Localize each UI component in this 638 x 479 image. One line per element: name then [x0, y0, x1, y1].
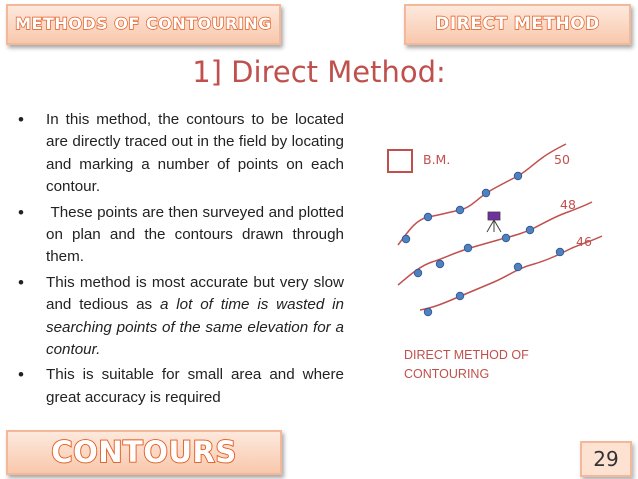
- contour-line-46: [420, 236, 602, 310]
- survey-point: [414, 269, 422, 277]
- slide-title: 1] Direct Method:: [192, 55, 446, 89]
- page-number: 29: [580, 441, 632, 477]
- survey-point: [482, 189, 490, 197]
- bullet-item: [14, 364, 344, 409]
- survey-point: [514, 263, 522, 271]
- survey-point: [502, 234, 510, 242]
- footer-label: CONTOURS: [51, 435, 237, 469]
- survey-point: [402, 235, 410, 243]
- bm-marker: [388, 150, 412, 172]
- survey-point: [456, 206, 464, 214]
- contour-label-46: 46: [576, 234, 592, 249]
- contour-diagram: [380, 140, 630, 340]
- bullet-item: [14, 272, 344, 362]
- bullet-list: [14, 109, 349, 412]
- bullet-text-italic: a lot of time is wasted in searching points of the same elevation for a contour.: [46, 296, 344, 359]
- bullet-text: In this method, the contours to be located are directly traced out in the field by locating and marking a number of points on each contour.: [46, 111, 344, 196]
- bullet-text: These points are then surveyed and plotted on plan and the contours drawn through them.: [46, 203, 349, 266]
- level-instrument-icon: [487, 212, 501, 232]
- survey-point: [436, 260, 444, 268]
- survey-point: [464, 244, 472, 252]
- diagram-caption-line: DIRECT METHOD OF: [404, 348, 529, 362]
- header-tab-right: [404, 4, 631, 45]
- survey-point: [556, 248, 564, 256]
- contour-label-48: 48: [560, 197, 576, 212]
- bullet-text: This is suitable for small area and where great accuracy is required: [46, 366, 344, 406]
- bullet-text: This method is most accurate but very slow and tedious as: [46, 273, 344, 314]
- survey-point: [514, 172, 522, 180]
- survey-point: [456, 292, 464, 300]
- survey-point: [526, 226, 534, 234]
- header-tab-left-label: METHODS OF CONTOURING: [15, 14, 272, 33]
- footer-bar: [6, 430, 282, 475]
- bullet-item: [14, 109, 344, 199]
- bullet-item: [14, 202, 349, 269]
- header-tab-left: [6, 4, 281, 45]
- header-tab-right-label: DIRECT METHOD: [435, 14, 600, 34]
- contour-line-50: [398, 144, 566, 245]
- bm-label: B.M.: [423, 152, 451, 167]
- contour-label-50: 50: [554, 152, 570, 167]
- survey-point: [424, 308, 432, 316]
- survey-point: [424, 213, 432, 221]
- diagram-caption: [404, 346, 529, 384]
- diagram-caption-line: CONTOURING: [404, 367, 490, 381]
